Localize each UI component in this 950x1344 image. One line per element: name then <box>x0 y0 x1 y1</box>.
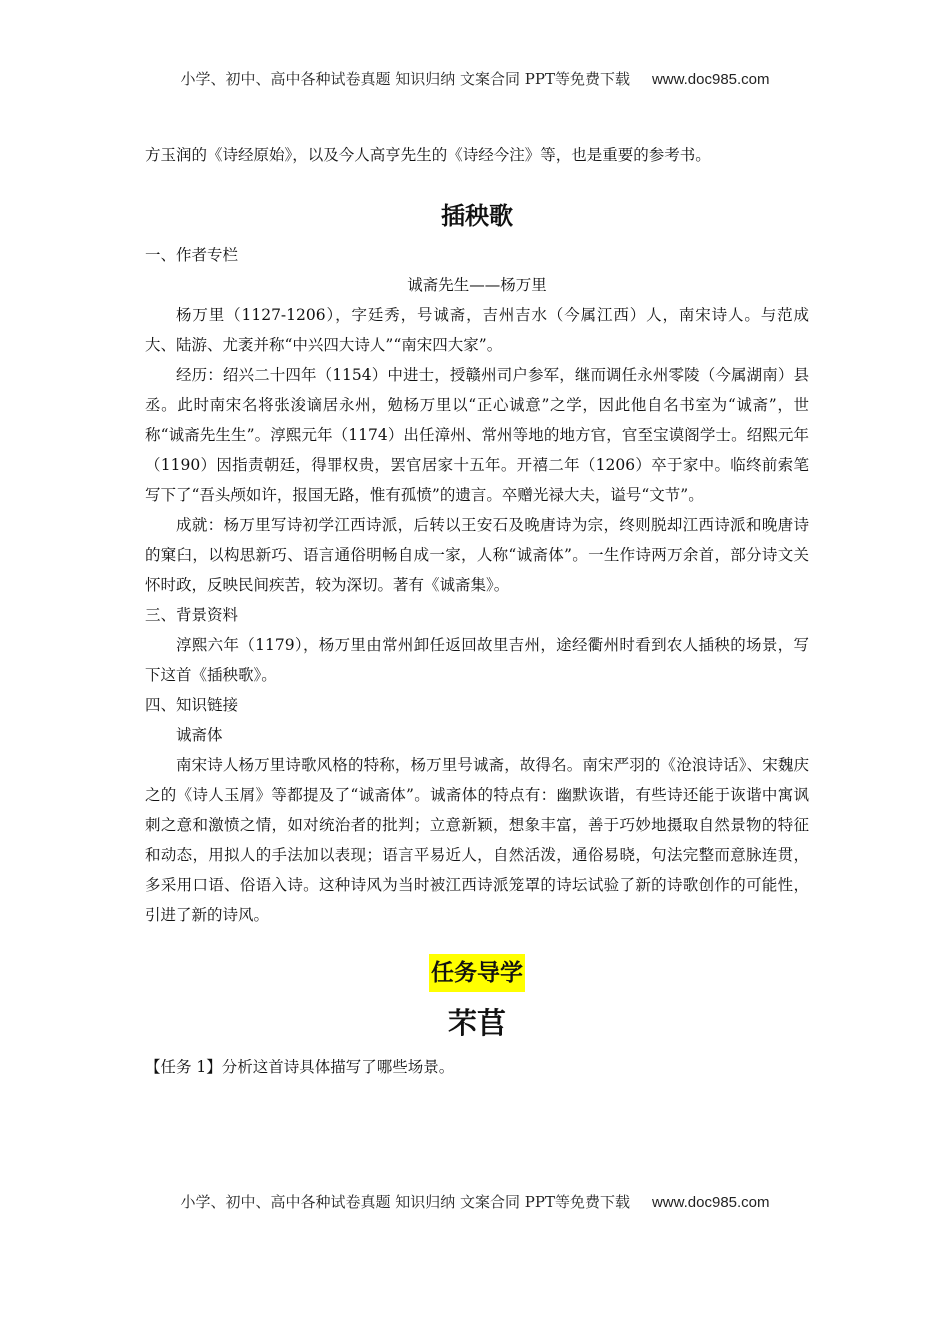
page-header <box>0 68 950 89</box>
article-title: 插秧歌 <box>441 201 513 230</box>
document-body <box>145 140 809 1082</box>
section1-heading: 一、作者专栏 <box>145 246 239 264</box>
intro-line: 方玉润的《诗经原始》，以及今人高亨先生的《诗经今注》等，也是重要的参考书。 <box>145 146 711 164</box>
task-heading-wrap <box>145 954 809 994</box>
background-text: 淳熙六年（1179），杨万里由常州卸任返回故里吉州，途经衢州时看到农人插秧的场景，写下这首《插秧歌》。 <box>145 636 809 684</box>
author-subtitle: 诚斋先生——杨万里 <box>407 276 547 294</box>
page-footer <box>0 1191 950 1212</box>
author-bio: 杨万里（1127-1206），字廷秀，号诚斋，吉州吉水（今属江西）人，南宋诗人。与范成大、陆游、尤袤并称“中兴四大诗人”“南宋四大家”。 <box>145 306 809 354</box>
footer-text: 小学、初中、高中各种试卷真题 知识归纳 文案合同 PPT等免费下载 <box>180 1193 630 1211</box>
author-experience: 经历：绍兴二十四年（1154）中进士，授赣州司户参军，继而调任永州零陵（今属湖南）县丞。此时南宋名将张浚谪居永州，勉杨万里以“正心诚意”之学，因此他自名书室为“诚斋”，世称“诚斋先生生”。淳熙元年（1174）出任漳州、常州等地的地方官，官至宝谟阁学士。绍熙元年（1190）因指责朝廷，得罪权贵，罢官居家十五年。开禧二年（1206）卒于家中。临终前索笔写下了“吾头颅如许，报国无路，惟有孤愤”的遗言。卒赠光禄大夫，谥号“文节”。 <box>145 366 809 504</box>
task-1: 【任务 1】分析这首诗具体描写了哪些场景。 <box>145 1058 455 1076</box>
knowledge-term: 诚斋体 <box>176 726 223 744</box>
header-site-link[interactable]: www.doc985.com <box>651 71 770 88</box>
author-achievement: 成就：杨万里写诗初学江西诗派，后转以王安石及晚唐诗为宗，终则脱却江西诗派和晚唐诗的窠臼，以构思新巧、语言通俗明畅自成一家，人称“诚斋体”。一生作诗两万余首，部分诗文关怀时政，反映民间疾苦，较为深切。著有《诚斋集》。 <box>145 516 809 594</box>
header-text: 小学、初中、高中各种试卷真题 知识归纳 文案合同 PPT等免费下载 <box>180 70 630 88</box>
footer-site-link[interactable]: www.doc985.com <box>651 1194 770 1211</box>
task-heading: 任务导学 <box>429 954 525 992</box>
section3-heading: 三、背景资料 <box>145 606 239 624</box>
section4-heading: 四、知识链接 <box>145 696 239 714</box>
poem-title: 芣苢 <box>447 1006 506 1040</box>
knowledge-text: 南宋诗人杨万里诗歌风格的特称，杨万里号诚斋，故得名。南宋严羽的《沧浪诗话》、宋魏庆之的《诗人玉屑》等都提及了“诚斋体”。诚斋体的特点有：幽默诙谐，有些诗还能于诙谐中寓讽刺之意和激愤之情，如对统治者的批判；立意新颖，想象丰富，善于巧妙地摄取自然景物的特征和动态，用拟人的手法加以表现；语言平易近人，自然活泼，通俗易晓，句法完整而意脉连贯，多采用口语、俗语入诗。这种诗风为当时被江西诗派笼罩的诗坛试验了新的诗歌创作的可能性，引进了新的诗风。 <box>145 756 809 924</box>
